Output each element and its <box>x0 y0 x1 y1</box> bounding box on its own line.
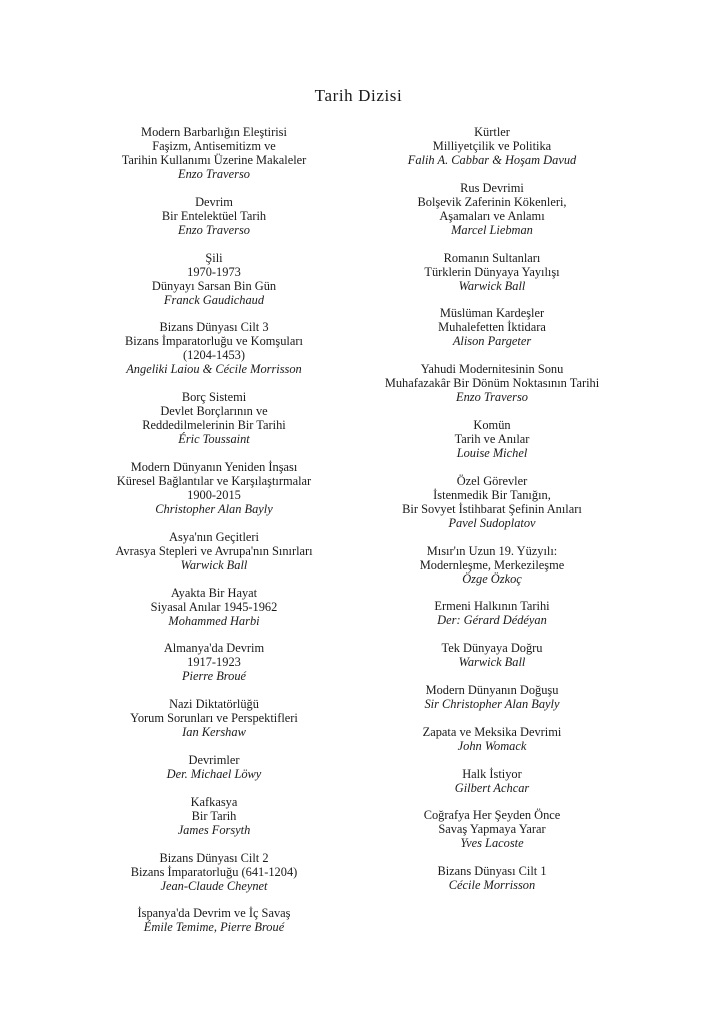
book-entry <box>356 641 628 669</box>
book-title-line: Tarih ve Anılar <box>454 431 530 446</box>
book-entry <box>356 125 628 167</box>
book-title-line: Bizans Dünyası Cilt 2 <box>159 850 269 865</box>
book-title-line: Aşamaları ve Anlamı <box>439 208 545 223</box>
book-author: Özge Özkoç <box>462 571 522 586</box>
book-author: Émile Temime, Pierre Broué <box>143 920 285 935</box>
book-title-line: Milliyetçilik ve Politika <box>432 139 552 153</box>
book-entry <box>96 753 332 781</box>
book-title-line: Kürtler <box>474 125 510 139</box>
book-entry <box>356 306 628 348</box>
book-title-line: Küresel Bağlantılar ve Karşılaştırmalar <box>116 473 312 488</box>
book-title-line: Ayakta Bir Hayat <box>170 585 258 600</box>
book-title-line: Dünyayı Sarsan Bin Gün <box>151 278 277 293</box>
book-author: Warwick Ball <box>458 655 526 670</box>
book-author: Enzo Traverso <box>178 222 250 237</box>
book-title-line: Rus Devrimi <box>460 180 524 195</box>
book-author: Pavel Sudoplatov <box>448 515 536 530</box>
book-entry <box>356 418 628 460</box>
book-entry <box>96 795 332 837</box>
book-entry <box>356 683 628 711</box>
book-title-line: Romanın Sultanları <box>443 250 541 265</box>
book-author: Enzo Traverso <box>178 167 250 181</box>
book-author: Yves Lacoste <box>460 836 524 851</box>
book-entry <box>356 474 628 530</box>
book-author: Alison Pargeter <box>452 334 532 349</box>
series-title: Tarih Dizisi <box>314 86 403 105</box>
book-entry <box>96 251 332 307</box>
book-title-line: Özel Görevler <box>456 473 528 488</box>
book-title-line: Türklerin Dünyaya Yayılışı <box>424 264 560 279</box>
book-entry <box>356 864 628 892</box>
book-title-line: Devrimler <box>188 752 240 767</box>
book-title-line: Avrasya Stepleri ve Avrupa'nın Sınırları <box>115 543 313 558</box>
book-author: Der. Michael Löwy <box>166 766 262 781</box>
book-author: Cécile Morrisson <box>448 878 536 893</box>
book-entry <box>356 767 628 795</box>
book-title-line: Komün <box>473 417 511 432</box>
right-column-book-list <box>356 125 628 906</box>
book-entry <box>96 697 332 739</box>
book-title-line: Müslüman Kardeşler <box>439 306 545 321</box>
book-title-line: Halk İstiyor <box>462 766 522 781</box>
book-title-line: Ermeni Halkının Tarihi <box>434 599 550 614</box>
book-title-line: Muhalefetten İktidara <box>438 320 546 335</box>
book-entry <box>356 362 628 404</box>
book-title-line: Bir Sovyet İstihbarat Şefinin Anıları <box>402 501 582 516</box>
book-entry <box>96 320 332 376</box>
book-entry <box>96 125 332 181</box>
book-title-line: İspanya'da Devrim ve İç Savaş <box>137 906 291 921</box>
book-title-line: Yorum Sorunları ve Perspektifleri <box>130 711 298 726</box>
book-author: Der: Gérard Dédéyan <box>437 613 547 628</box>
book-entry <box>96 460 332 516</box>
book-author: Mohammed Harbi <box>168 613 260 628</box>
left-column-book-list <box>96 125 332 948</box>
book-title-line: Bizans Dünyası Cilt 3 <box>159 320 269 335</box>
book-author: Enzo Traverso <box>456 390 528 405</box>
book-title-line: Bir Entelektüel Tarih <box>161 208 267 223</box>
book-title-line: Yahudi Modernitesinin Sonu <box>420 362 564 377</box>
book-author: Warwick Ball <box>180 557 248 572</box>
book-author: Christopher Alan Bayly <box>155 501 273 516</box>
book-title-line: Borç Sistemi <box>181 390 247 405</box>
book-entry <box>356 181 628 237</box>
book-title-line: Modern Dünyanın Doğuşu <box>425 682 559 697</box>
book-author: Sir Christopher Alan Bayly <box>424 696 560 711</box>
book-author: John Womack <box>457 738 527 753</box>
book-title-line: Asya'nın Geçitleri <box>169 529 259 544</box>
book-title-line: (1204-1453) <box>183 348 245 363</box>
book-entry <box>96 906 332 934</box>
book-title-line: 1970-1973 <box>187 264 241 279</box>
book-title-line: Tarihin Kullanımı Üzerine Makaleler <box>121 153 307 167</box>
book-title-line: Bolşevik Zaferinin Kökenleri, <box>417 194 567 209</box>
book-entry <box>356 251 628 293</box>
book-author: Ian Kershaw <box>182 725 246 740</box>
book-title-line: Bizans Dünyası Cilt 1 <box>437 864 547 879</box>
book-title-line: Modernleşme, Merkezileşme <box>419 557 565 572</box>
book-title-line: Bir Tarih <box>191 808 237 823</box>
book-title-line: Coğrafya Her Şeyden Önce <box>423 808 561 823</box>
book-author: Marcel Liebman <box>451 222 533 237</box>
book-title-line: Faşizm, Antisemitizm ve <box>152 139 276 153</box>
book-title-line: Bizans İmparatorluğu ve Komşuları <box>125 334 303 349</box>
book-title-line: İstenmedik Bir Tanığın, <box>433 487 551 502</box>
book-title-line: Tek Dünyaya Doğru <box>441 641 543 656</box>
book-title-line: Muhafazakâr Bir Dönüm Noktasının Tarihi <box>384 376 600 391</box>
book-entry <box>356 725 628 753</box>
book-entry <box>356 544 628 586</box>
book-author: Jean-Claude Cheynet <box>160 878 268 893</box>
book-title-line: Mısır'ın Uzun 19. Yüzyılı: <box>426 543 558 558</box>
book-author: Gilbert Achcar <box>454 780 530 795</box>
book-title-line: Kafkasya <box>190 794 238 809</box>
book-title-line: Zapata ve Meksika Devrimi <box>422 724 562 739</box>
book-entry <box>96 851 332 893</box>
book-author: Louise Michel <box>456 445 528 460</box>
book-author: Pierre Broué <box>181 669 247 684</box>
book-title-line: Bizans İmparatorluğu (641-1204) <box>130 864 298 879</box>
book-author: Éric Toussaint <box>178 432 250 447</box>
book-title-line: Modern Barbarlığın Eleştirisi <box>141 125 287 139</box>
book-author: Franck Gaudichaud <box>163 292 265 307</box>
book-entry <box>96 530 332 572</box>
book-entry <box>96 641 332 683</box>
book-title-line: 1917-1923 <box>187 655 241 670</box>
book-title-line: Devrim <box>195 194 233 209</box>
book-entry <box>96 195 332 237</box>
book-title-line: Siyasal Anılar 1945-1962 <box>150 599 278 614</box>
book-entry <box>356 808 628 850</box>
book-title-line: Şili <box>205 250 223 265</box>
book-author: Angeliki Laiou & Cécile Morrisson <box>126 362 302 377</box>
book-author: Falih A. Cabbar & Hoşam Davud <box>407 153 577 167</box>
book-title-line: Nazi Diktatörlüğü <box>169 697 259 712</box>
book-title-line: Modern Dünyanın Yeniden İnşası <box>130 459 298 474</box>
book-title-line: Reddedilmelerinin Bir Tarihi <box>142 418 286 433</box>
book-entry <box>356 599 628 627</box>
book-title-line: Almanya'da Devrim <box>163 641 265 656</box>
book-author: Warwick Ball <box>458 278 526 293</box>
book-title-line: Devlet Borçlarının ve <box>160 404 268 419</box>
book-author: James Forsyth <box>177 822 251 837</box>
book-title-line: 1900-2015 <box>187 487 241 502</box>
book-entry <box>96 586 332 628</box>
book-title-line: Savaş Yapmaya Yarar <box>438 822 546 837</box>
book-entry <box>96 390 332 446</box>
